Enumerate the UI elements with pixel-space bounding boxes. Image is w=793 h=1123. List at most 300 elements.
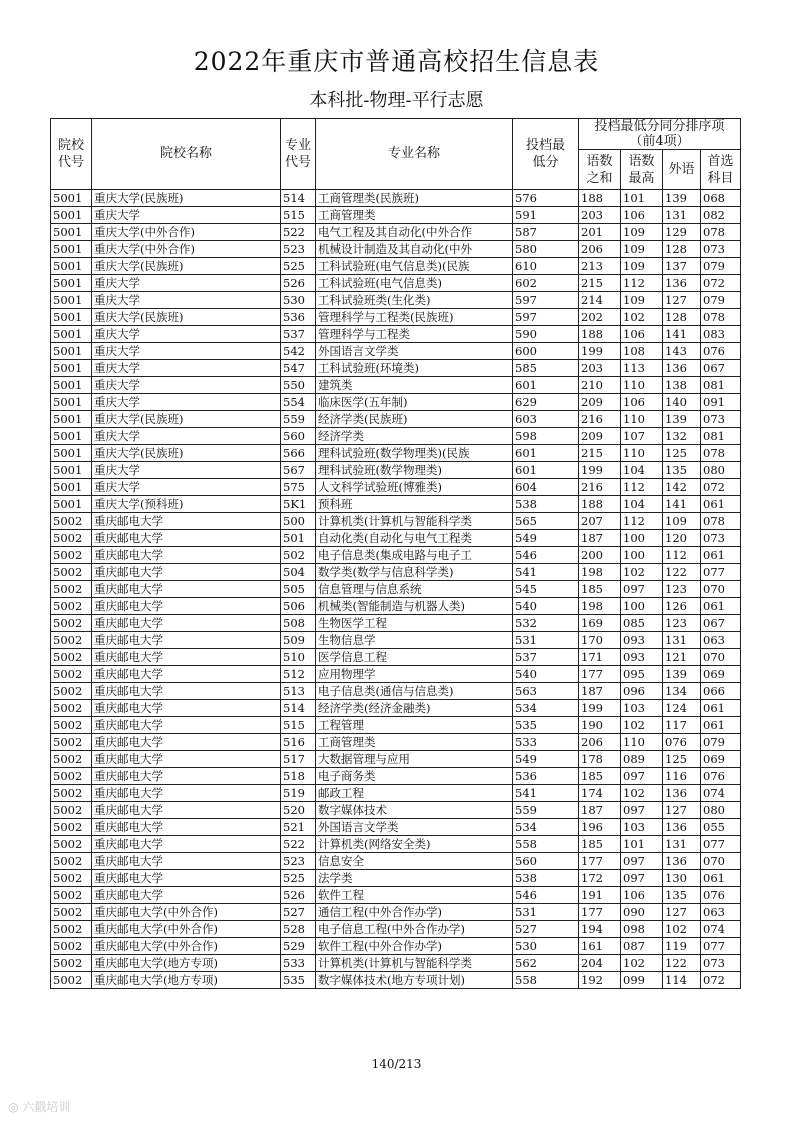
table-row: [51, 887, 741, 904]
table-row: [51, 802, 741, 819]
cell-major-code: 504: [281, 564, 316, 581]
cell-major-name: 生物信息学: [316, 632, 513, 649]
header-tie-group: [579, 119, 741, 150]
cell-foreign-lang: 139: [663, 666, 701, 683]
cell-foreign-lang: 122: [663, 955, 701, 972]
cell-max-cn-math: 097: [621, 802, 663, 819]
cell-first-subject: 069: [701, 666, 741, 683]
cell-major-name: 自动化类(自动化与电气工程类: [316, 530, 513, 547]
cell-max-cn-math: 099: [621, 972, 663, 989]
cell-school-code: 5002: [51, 768, 92, 785]
cell-first-subject: 076: [701, 887, 741, 904]
cell-sum-cn-math: 204: [579, 955, 621, 972]
cell-first-subject: 081: [701, 428, 741, 445]
cell-min-score: 541: [513, 564, 579, 581]
cell-min-score: 545: [513, 581, 579, 598]
cell-school-code: 5001: [51, 394, 92, 411]
cell-max-cn-math: 109: [621, 292, 663, 309]
cell-min-score: 587: [513, 224, 579, 241]
cell-school-code: 5001: [51, 479, 92, 496]
cell-sum-cn-math: 199: [579, 462, 621, 479]
cell-foreign-lang: 120: [663, 530, 701, 547]
cell-major-code: 514: [281, 190, 316, 207]
cell-major-code: 5K1: [281, 496, 316, 513]
cell-foreign-lang: 136: [663, 275, 701, 292]
cell-max-cn-math: 106: [621, 887, 663, 904]
cell-first-subject: 073: [701, 411, 741, 428]
cell-major-code: 525: [281, 870, 316, 887]
cell-max-cn-math: 109: [621, 258, 663, 275]
cell-major-code: 515: [281, 717, 316, 734]
watermark-logo: [8, 1098, 70, 1115]
cell-school-name: 重庆邮电大学: [92, 734, 281, 751]
cell-max-cn-math: 101: [621, 190, 663, 207]
cell-school-code: 5001: [51, 224, 92, 241]
cell-foreign-lang: 136: [663, 819, 701, 836]
cell-foreign-lang: 132: [663, 428, 701, 445]
cell-school-code: 5002: [51, 734, 92, 751]
cell-first-subject: 069: [701, 751, 741, 768]
cell-major-code: 510: [281, 649, 316, 666]
cell-max-cn-math: 104: [621, 462, 663, 479]
cell-max-cn-math: 102: [621, 955, 663, 972]
cell-sum-cn-math: 178: [579, 751, 621, 768]
cell-min-score: 602: [513, 275, 579, 292]
cell-foreign-lang: 117: [663, 717, 701, 734]
cell-sum-cn-math: 206: [579, 241, 621, 258]
table-row: [51, 224, 741, 241]
cell-sum-cn-math: 199: [579, 343, 621, 360]
cell-major-code: 500: [281, 513, 316, 530]
table-row: [51, 734, 741, 751]
cell-major-code: 513: [281, 683, 316, 700]
cell-first-subject: 072: [701, 479, 741, 496]
cell-max-cn-math: 106: [621, 326, 663, 343]
cell-school-code: 5001: [51, 377, 92, 394]
cell-sum-cn-math: 216: [579, 479, 621, 496]
cell-sum-cn-math: 177: [579, 666, 621, 683]
cell-major-name: 工科试验班(环境类): [316, 360, 513, 377]
table-row: [51, 343, 741, 360]
cell-first-subject: 072: [701, 972, 741, 989]
cell-school-name: 重庆邮电大学(中外合作): [92, 904, 281, 921]
cell-foreign-lang: 129: [663, 224, 701, 241]
cell-max-cn-math: 107: [621, 428, 663, 445]
cell-min-score: 563: [513, 683, 579, 700]
cell-sum-cn-math: 196: [579, 819, 621, 836]
cell-school-code: 5002: [51, 598, 92, 615]
cell-school-name: 重庆大学: [92, 462, 281, 479]
table-row: [51, 258, 741, 275]
cell-foreign-lang: 123: [663, 581, 701, 598]
cell-first-subject: 073: [701, 955, 741, 972]
cell-sum-cn-math: 215: [579, 445, 621, 462]
cell-major-code: 515: [281, 207, 316, 224]
cell-sum-cn-math: 201: [579, 224, 621, 241]
cell-foreign-lang: 143: [663, 343, 701, 360]
cell-min-score: 535: [513, 717, 579, 734]
cell-school-code: 5001: [51, 411, 92, 428]
cell-first-subject: 070: [701, 649, 741, 666]
cell-min-score: 603: [513, 411, 579, 428]
table-row: [51, 581, 741, 598]
cell-min-score: 549: [513, 530, 579, 547]
cell-max-cn-math: 102: [621, 785, 663, 802]
cell-school-name: 重庆大学: [92, 207, 281, 224]
cell-min-score: 558: [513, 972, 579, 989]
cell-major-name: 软件工程(中外合作办学): [316, 938, 513, 955]
cell-min-score: 532: [513, 615, 579, 632]
cell-sum-cn-math: 202: [579, 309, 621, 326]
cell-first-subject: 073: [701, 530, 741, 547]
cell-major-name: 工程管理: [316, 717, 513, 734]
table-row: [51, 666, 741, 683]
table-row: [51, 190, 741, 207]
cell-foreign-lang: 131: [663, 632, 701, 649]
cell-max-cn-math: 093: [621, 632, 663, 649]
cell-major-name: 外国语言文学类: [316, 819, 513, 836]
cell-max-cn-math: 108: [621, 343, 663, 360]
cell-first-subject: 055: [701, 819, 741, 836]
cell-major-code: 525: [281, 258, 316, 275]
cell-sum-cn-math: 214: [579, 292, 621, 309]
cell-max-cn-math: 090: [621, 904, 663, 921]
cell-school-name: 重庆大学: [92, 428, 281, 445]
cell-sum-cn-math: 174: [579, 785, 621, 802]
header-tie-group-label: 投档最低分同分排序项: [594, 119, 725, 134]
header-min-score: 投档最低分: [513, 119, 579, 190]
cell-major-code: 535: [281, 972, 316, 989]
cell-school-code: 5002: [51, 547, 92, 564]
header-tie-item: 首选科目: [701, 150, 741, 190]
cell-min-score: 597: [513, 309, 579, 326]
cell-school-code: 5002: [51, 581, 92, 598]
table-row: [51, 768, 741, 785]
cell-first-subject: 078: [701, 309, 741, 326]
cell-sum-cn-math: 188: [579, 190, 621, 207]
cell-first-subject: 076: [701, 768, 741, 785]
cell-min-score: 540: [513, 666, 579, 683]
cell-major-code: 520: [281, 802, 316, 819]
cell-school-code: 5002: [51, 785, 92, 802]
cell-foreign-lang: 128: [663, 241, 701, 258]
cell-sum-cn-math: 191: [579, 887, 621, 904]
cell-major-code: 523: [281, 853, 316, 870]
cell-major-code: 521: [281, 819, 316, 836]
table-row: [51, 394, 741, 411]
cell-school-name: 重庆邮电大学: [92, 836, 281, 853]
cell-first-subject: 077: [701, 836, 741, 853]
table-row: [51, 785, 741, 802]
cell-school-code: 5002: [51, 921, 92, 938]
cell-school-name: 重庆邮电大学: [92, 819, 281, 836]
cell-sum-cn-math: 161: [579, 938, 621, 955]
cell-major-name: 建筑类: [316, 377, 513, 394]
cell-foreign-lang: 135: [663, 887, 701, 904]
cell-first-subject: 076: [701, 343, 741, 360]
cell-first-subject: 067: [701, 615, 741, 632]
cell-foreign-lang: 114: [663, 972, 701, 989]
table-row: [51, 513, 741, 530]
cell-min-score: 536: [513, 768, 579, 785]
cell-min-score: 562: [513, 955, 579, 972]
cell-school-code: 5002: [51, 802, 92, 819]
cell-school-name: 重庆大学: [92, 377, 281, 394]
table-row: [51, 275, 741, 292]
cell-min-score: 601: [513, 377, 579, 394]
cell-foreign-lang: 127: [663, 292, 701, 309]
cell-school-code: 5001: [51, 462, 92, 479]
cell-major-name: 理科试验班(数学物理类)(民族: [316, 445, 513, 462]
cell-max-cn-math: 097: [621, 870, 663, 887]
cell-max-cn-math: 112: [621, 275, 663, 292]
cell-school-name: 重庆邮电大学: [92, 547, 281, 564]
cell-school-name: 重庆大学: [92, 275, 281, 292]
cell-min-score: 600: [513, 343, 579, 360]
cell-max-cn-math: 102: [621, 564, 663, 581]
cell-foreign-lang: 119: [663, 938, 701, 955]
cell-max-cn-math: 109: [621, 241, 663, 258]
header-tie-group-note: （前4项）: [629, 134, 690, 149]
cell-max-cn-math: 085: [621, 615, 663, 632]
table-row: [51, 360, 741, 377]
cell-first-subject: 061: [701, 598, 741, 615]
cell-foreign-lang: 076: [663, 734, 701, 751]
cell-school-code: 5002: [51, 870, 92, 887]
cell-school-name: 重庆邮电大学: [92, 700, 281, 717]
cell-min-score: 585: [513, 360, 579, 377]
cell-major-name: 工科试验班类(生化类): [316, 292, 513, 309]
cell-min-score: 533: [513, 734, 579, 751]
cell-sum-cn-math: 185: [579, 836, 621, 853]
cell-school-code: 5001: [51, 241, 92, 258]
cell-min-score: 546: [513, 547, 579, 564]
cell-max-cn-math: 096: [621, 683, 663, 700]
table-row: [51, 411, 741, 428]
cell-min-score: 541: [513, 785, 579, 802]
cell-major-name: 应用物理学: [316, 666, 513, 683]
cell-first-subject: 063: [701, 904, 741, 921]
cell-major-code: 575: [281, 479, 316, 496]
cell-foreign-lang: 116: [663, 768, 701, 785]
cell-major-code: 527: [281, 904, 316, 921]
cell-first-subject: 072: [701, 275, 741, 292]
cell-school-code: 5001: [51, 343, 92, 360]
cell-school-code: 5002: [51, 751, 92, 768]
page-subtitle: 本科批-物理-平行志愿: [309, 90, 484, 111]
table-row: [51, 547, 741, 564]
cell-sum-cn-math: 171: [579, 649, 621, 666]
cell-min-score: 601: [513, 462, 579, 479]
cell-major-name: 计算机类(网络安全类): [316, 836, 513, 853]
cell-foreign-lang: 136: [663, 853, 701, 870]
cell-major-code: 502: [281, 547, 316, 564]
cell-max-cn-math: 104: [621, 496, 663, 513]
cell-min-score: 534: [513, 819, 579, 836]
cell-school-code: 5002: [51, 530, 92, 547]
cell-school-code: 5002: [51, 632, 92, 649]
cell-foreign-lang: 139: [663, 411, 701, 428]
cell-school-name: 重庆邮电大学: [92, 802, 281, 819]
cell-min-score: 559: [513, 802, 579, 819]
cell-max-cn-math: 095: [621, 666, 663, 683]
cell-major-name: 工科试验班(电气信息类): [316, 275, 513, 292]
cell-min-score: 598: [513, 428, 579, 445]
cell-sum-cn-math: 213: [579, 258, 621, 275]
cell-school-code: 5002: [51, 649, 92, 666]
cell-foreign-lang: 137: [663, 258, 701, 275]
cell-major-name: 人文科学试验班(博雅类): [316, 479, 513, 496]
cell-major-name: 医学信息工程: [316, 649, 513, 666]
table-row: [51, 632, 741, 649]
cell-major-code: 522: [281, 836, 316, 853]
table-row: [51, 751, 741, 768]
cell-major-code: 526: [281, 275, 316, 292]
cell-school-name: 重庆大学: [92, 292, 281, 309]
cell-first-subject: 073: [701, 241, 741, 258]
cell-max-cn-math: 102: [621, 309, 663, 326]
cell-sum-cn-math: 207: [579, 513, 621, 530]
cell-major-code: 509: [281, 632, 316, 649]
cell-major-code: 529: [281, 938, 316, 955]
cell-first-subject: 078: [701, 513, 741, 530]
cell-school-name: 重庆大学(预科班): [92, 496, 281, 513]
cell-max-cn-math: 100: [621, 598, 663, 615]
cell-first-subject: 061: [701, 496, 741, 513]
cell-min-score: 591: [513, 207, 579, 224]
table-row: [51, 309, 741, 326]
cell-foreign-lang: 138: [663, 377, 701, 394]
cell-major-name: 预科班: [316, 496, 513, 513]
cell-school-code: 5002: [51, 615, 92, 632]
cell-first-subject: 091: [701, 394, 741, 411]
cell-major-name: 工商管理类: [316, 734, 513, 751]
cell-min-score: 537: [513, 649, 579, 666]
cell-foreign-lang: 135: [663, 462, 701, 479]
cell-sum-cn-math: 210: [579, 377, 621, 394]
header-tie-item: 语数之和: [579, 150, 621, 190]
cell-school-name: 重庆邮电大学(中外合作): [92, 921, 281, 938]
cell-first-subject: 081: [701, 377, 741, 394]
cell-major-name: 管理科学与工程类(民族班): [316, 309, 513, 326]
cell-sum-cn-math: 215: [579, 275, 621, 292]
cell-major-code: 536: [281, 309, 316, 326]
cell-max-cn-math: 100: [621, 547, 663, 564]
cell-first-subject: 070: [701, 581, 741, 598]
cell-sum-cn-math: 190: [579, 717, 621, 734]
page-number: 140/213: [371, 1057, 422, 1071]
cell-major-name: 信息安全: [316, 853, 513, 870]
cell-school-code: 5001: [51, 275, 92, 292]
cell-school-name: 重庆邮电大学(地方专项): [92, 972, 281, 989]
table-row: [51, 462, 741, 479]
cell-max-cn-math: 097: [621, 853, 663, 870]
cell-sum-cn-math: 172: [579, 870, 621, 887]
cell-major-name: 理科试验班(数学物理类): [316, 462, 513, 479]
cell-school-name: 重庆邮电大学: [92, 666, 281, 683]
cell-first-subject: 070: [701, 853, 741, 870]
cell-major-name: 电气工程及其自动化(中外合作: [316, 224, 513, 241]
cell-foreign-lang: 112: [663, 547, 701, 564]
cell-school-name: 重庆大学(中外合作): [92, 241, 281, 258]
cell-major-name: 计算机类(计算机与智能科学类: [316, 955, 513, 972]
cell-school-name: 重庆邮电大学: [92, 513, 281, 530]
cell-sum-cn-math: 177: [579, 904, 621, 921]
cell-foreign-lang: 125: [663, 751, 701, 768]
cell-major-code: 554: [281, 394, 316, 411]
cell-foreign-lang: 124: [663, 700, 701, 717]
cell-school-code: 5002: [51, 887, 92, 904]
cell-first-subject: 061: [701, 870, 741, 887]
table-row: [51, 564, 741, 581]
cell-max-cn-math: 102: [621, 717, 663, 734]
cell-major-name: 电子信息类(集成电路与电子工: [316, 547, 513, 564]
cell-school-name: 重庆大学(民族班): [92, 258, 281, 275]
table-row: [51, 938, 741, 955]
cell-sum-cn-math: 198: [579, 598, 621, 615]
table-row: [51, 683, 741, 700]
cell-major-code: 560: [281, 428, 316, 445]
cell-sum-cn-math: 206: [579, 734, 621, 751]
table-row: [51, 377, 741, 394]
cell-school-name: 重庆邮电大学: [92, 751, 281, 768]
cell-school-name: 重庆邮电大学: [92, 649, 281, 666]
cell-school-name: 重庆大学: [92, 343, 281, 360]
cell-foreign-lang: 139: [663, 190, 701, 207]
cell-first-subject: 061: [701, 700, 741, 717]
cell-max-cn-math: 093: [621, 649, 663, 666]
cell-sum-cn-math: 187: [579, 802, 621, 819]
header-major-name: 专业名称: [316, 119, 513, 190]
cell-sum-cn-math: 188: [579, 496, 621, 513]
table-row: [51, 615, 741, 632]
cell-max-cn-math: 110: [621, 411, 663, 428]
cell-sum-cn-math: 170: [579, 632, 621, 649]
cell-foreign-lang: 131: [663, 836, 701, 853]
cell-first-subject: 079: [701, 258, 741, 275]
cell-major-name: 数学类(数学与信息科学类): [316, 564, 513, 581]
cell-first-subject: 083: [701, 326, 741, 343]
cell-school-code: 5001: [51, 309, 92, 326]
cell-min-score: 610: [513, 258, 579, 275]
cell-major-name: 经济学类(民族班): [316, 411, 513, 428]
cell-major-code: 522: [281, 224, 316, 241]
cell-school-name: 重庆大学(民族班): [92, 445, 281, 462]
admission-table: [50, 118, 741, 989]
cell-sum-cn-math: 169: [579, 615, 621, 632]
cell-first-subject: 063: [701, 632, 741, 649]
cell-sum-cn-math: 194: [579, 921, 621, 938]
cell-max-cn-math: 100: [621, 530, 663, 547]
cell-school-code: 5002: [51, 513, 92, 530]
header-school-code: 院校代号: [51, 119, 92, 190]
cell-major-code: 526: [281, 887, 316, 904]
cell-major-name: 信息管理与信息系统: [316, 581, 513, 598]
cell-major-code: 505: [281, 581, 316, 598]
cell-major-code: 530: [281, 292, 316, 309]
cell-foreign-lang: 102: [663, 921, 701, 938]
cell-sum-cn-math: 203: [579, 360, 621, 377]
cell-major-name: 邮政工程: [316, 785, 513, 802]
table-row: [51, 479, 741, 496]
table-row: [51, 904, 741, 921]
cell-foreign-lang: 127: [663, 802, 701, 819]
cell-sum-cn-math: 209: [579, 428, 621, 445]
cell-sum-cn-math: 188: [579, 326, 621, 343]
table-row: [51, 496, 741, 513]
cell-first-subject: 067: [701, 360, 741, 377]
cell-foreign-lang: 109: [663, 513, 701, 530]
